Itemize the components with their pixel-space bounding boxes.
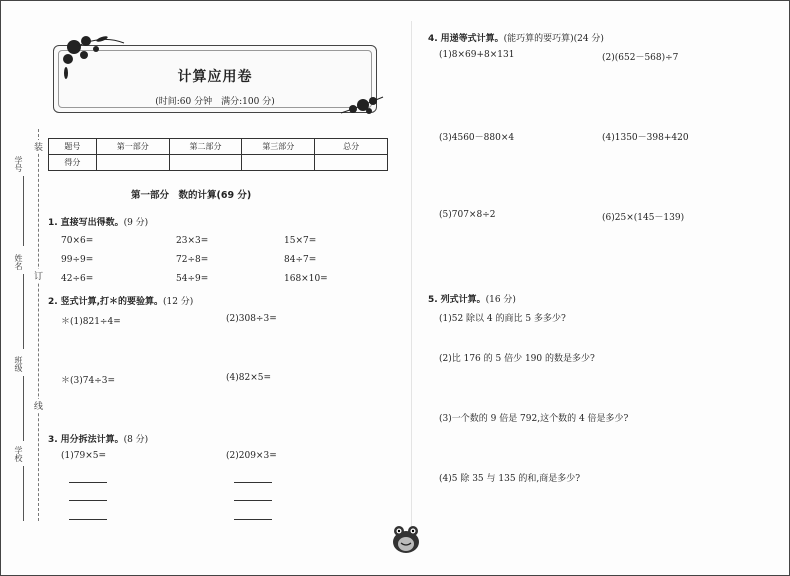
section-heading: 第一部分 数的计算(69 分) (131, 190, 252, 201)
problem-item: (2)308÷3= (226, 314, 277, 324)
answer-blank[interactable] (234, 500, 272, 501)
score-table (48, 138, 388, 171)
binding-rule (23, 466, 24, 521)
score-cell[interactable] (96, 155, 169, 171)
problem-item: 70×6= (61, 236, 94, 246)
question-number: 2. (48, 297, 58, 307)
question-number: 1. (48, 218, 58, 228)
problem-item: (1)79×5= (61, 451, 107, 461)
table-cell: 第二部分 (169, 139, 242, 155)
binding-rule (23, 274, 24, 349)
question-score: (9 分) (123, 218, 149, 228)
question-heading (48, 432, 148, 445)
answer-blank[interactable] (69, 519, 107, 520)
problem-item: (4)1350－398+420 (602, 133, 689, 143)
page-divider (411, 21, 412, 531)
score-cell[interactable] (169, 155, 242, 171)
flower-ornament-icon (56, 29, 126, 81)
question-number: 4. (428, 34, 438, 44)
question-number: 5. (428, 295, 438, 305)
binding-char: 线 (34, 399, 43, 412)
problem-item: (5)707×8÷2 (439, 210, 496, 220)
problem-item: ＊(1)821÷4= (61, 317, 121, 327)
binding-char: 订 (34, 269, 43, 282)
score-cell[interactable] (315, 155, 388, 171)
problem-item: (3)4560－880×4 (439, 133, 515, 143)
problem-item: (2)比 176 的 5 倍少 190 的数是多少? (439, 354, 595, 364)
question-title: 直接写出得数。 (60, 218, 124, 228)
problem-item: 84÷7= (284, 255, 317, 265)
table-cell: 得分 (49, 155, 97, 171)
question-score: (8 分) (123, 435, 149, 445)
table-cell: 第一部分 (96, 139, 169, 155)
problem-item: 54÷9= (176, 274, 209, 284)
problem-item: ＊(3)74÷3= (61, 376, 116, 386)
binding-label-class: 班级 (14, 356, 23, 372)
problem-item: (6)25×(145－139) (602, 213, 685, 223)
binding-dashed-line (38, 129, 39, 521)
flower-ornament-icon (339, 89, 385, 117)
problem-item: (1)52 除以 4 的商比 5 多多少? (439, 314, 566, 324)
problem-item: (4)5 除 35 与 135 的和,商是多少? (439, 474, 581, 484)
binding-label-school: 学校 (14, 446, 23, 462)
question-title: 列式计算。 (440, 295, 486, 305)
binding-rule (23, 376, 24, 441)
question-title: 竖式计算,打＊的要验算。 (60, 297, 163, 307)
problem-item: 168×10= (284, 274, 328, 284)
binding-char: 装 (34, 140, 43, 153)
binding-label-name: 姓名 (14, 254, 23, 270)
problem-item: (4)82×5= (226, 373, 272, 383)
binding-rule (23, 176, 24, 246)
answer-blank[interactable] (234, 482, 272, 483)
question-heading (428, 31, 604, 44)
question-heading (428, 292, 516, 305)
binding-label-student-id: 学号 (14, 156, 23, 172)
page-title: 计算应用卷 (177, 69, 253, 85)
problem-item: 99÷9= (61, 255, 94, 265)
problem-item: (2)(652－568)÷7 (602, 53, 679, 63)
question-heading (48, 294, 193, 307)
answer-blank[interactable] (69, 482, 107, 483)
problem-item: 23×3= (176, 236, 209, 246)
score-cell[interactable] (242, 155, 315, 171)
answer-blank[interactable] (234, 519, 272, 520)
table-row (49, 139, 388, 155)
question-title: 用分拆法计算。 (60, 435, 124, 445)
problem-item: 42÷6= (61, 274, 94, 284)
problem-item: 72÷8= (176, 255, 209, 265)
question-title: 用递等式计算。 (440, 34, 504, 44)
question-heading (48, 215, 148, 228)
mascot-icon (389, 523, 423, 555)
table-row (49, 155, 388, 171)
table-cell: 第三部分 (242, 139, 315, 155)
problem-item: (2)209×3= (226, 451, 277, 461)
problem-item: 15×7= (284, 236, 317, 246)
problem-item: (1)8×69+8×131 (439, 50, 515, 60)
question-number: 3. (48, 435, 58, 445)
table-cell: 题号 (49, 139, 97, 155)
question-note: (能巧算的要巧算) (503, 34, 574, 44)
page-subtitle: (时间:60 分钟 满分:100 分) (155, 97, 275, 107)
problem-item: (3)一个数的 9 倍是 792,这个数的 4 倍是多少? (439, 414, 629, 424)
answer-blank[interactable] (69, 500, 107, 501)
question-score: (12 分) (162, 297, 194, 307)
table-cell: 总分 (315, 139, 388, 155)
question-score: (24 分) (573, 34, 604, 44)
question-score: (16 分) (485, 295, 516, 305)
